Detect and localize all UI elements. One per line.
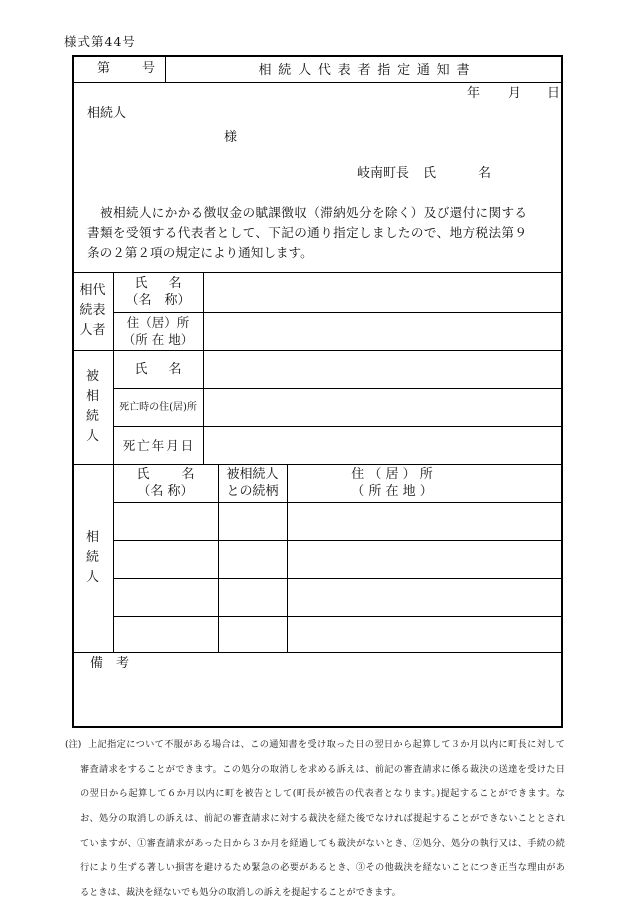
date-month-label: 月	[508, 86, 522, 101]
appeal-notice	[65, 739, 565, 899]
heir-name-cell	[113, 540, 218, 578]
heirs-group-label-char: 相	[85, 530, 99, 545]
deceased-address-label	[113, 388, 203, 426]
heirs-group-label	[72, 464, 113, 652]
heir-address-cell	[287, 616, 563, 652]
addressee-label: 相続人	[87, 106, 127, 121]
heirs-column-header-address	[287, 464, 563, 502]
deceased-name-value	[203, 350, 563, 388]
representative-address-label	[113, 312, 203, 350]
heirs-column-header-line: （ 所 在 地 ）	[351, 484, 433, 499]
representative-address-label-line: 住（居）所	[126, 315, 190, 330]
note-marker: (注)	[65, 739, 82, 750]
note-line	[65, 764, 565, 776]
heir-row	[113, 540, 563, 578]
heir-row	[113, 578, 563, 616]
note-line	[65, 739, 565, 751]
representative-address-label-line: （所 在 地）	[122, 332, 194, 347]
sender-name-label-1: 氏	[423, 166, 437, 181]
note-line	[65, 838, 565, 850]
remarks-section	[72, 652, 563, 728]
note-text: の翌日から起算して６か月以内に町を被告として(町長が被告の代表者となります。)提起することができます。な	[80, 788, 565, 800]
note-text: ていますが、①審査請求があった日から３か月を経過しても裁決がないとき、②処分、処分の執行又は、手続の続	[80, 837, 565, 849]
header-divider-line	[72, 82, 563, 83]
addressee-honorific: 様	[224, 130, 238, 145]
body-line-1: 被相続人にかかる徴収金の賦課徴収（滞納処分を除く）及び還付に関する	[100, 205, 527, 220]
deceased-address-value	[203, 388, 563, 426]
representative-group-label-line: 相代	[79, 283, 106, 298]
note-line	[65, 862, 565, 874]
deceased-group-label-char: 被	[85, 369, 99, 384]
representative-name-label	[113, 272, 203, 312]
heirs-column-header-line: 氏 名	[136, 467, 197, 482]
document-title: 相続人代表者指定通知書	[258, 63, 477, 78]
representative-name-label-line: 氏 名	[134, 276, 186, 291]
heir-relation-cell	[218, 616, 287, 652]
representative-group-label-line: 続表	[79, 303, 106, 318]
heir-relation-cell	[218, 540, 287, 578]
representative-address-value	[203, 312, 563, 350]
deceased-group-label-char: 続	[85, 409, 99, 424]
heirs-column-header-name	[113, 464, 218, 502]
sender-title: 岐南町長	[357, 166, 410, 181]
heir-relation-cell	[218, 502, 287, 540]
representative-name-label-line: （名 称）	[125, 293, 191, 308]
form-number: 様式第44号	[64, 34, 136, 49]
deceased-name-label-text: 氏 名	[134, 361, 186, 377]
note-line	[65, 813, 565, 825]
note-text: 行により生ずる著しい損害を避けるため緊急の必要があるとき、③その他裁決を経ないことにつき正当な理由があ	[80, 862, 565, 874]
heirs-column-header-line: 住 （ 居 ） 所	[351, 467, 433, 482]
note-text: お、処分の取消しの訴えは、前記の審査請求に対する裁決を経た後でなければ提起することができないこととされ	[80, 813, 565, 825]
heirs-column-header-line: （名 称）	[137, 484, 194, 499]
deceased-group-label	[72, 350, 113, 464]
representative-group-label	[72, 272, 113, 350]
heir-name-cell	[113, 502, 218, 540]
date-day-label: 日	[547, 86, 561, 101]
death-date-label	[113, 426, 203, 464]
remarks-label: 備 考	[90, 656, 130, 671]
death-date-label-text: 死亡年月日	[122, 437, 196, 453]
heirs-group-label-char: 人	[85, 570, 99, 585]
document-number-prefix: 第	[97, 61, 111, 76]
heir-address-cell	[287, 502, 563, 540]
heir-row	[113, 502, 563, 540]
heirs-group-label-char: 続	[85, 550, 99, 565]
death-date-value	[203, 426, 563, 464]
document-number-suffix: 号	[142, 61, 156, 76]
note-text: るときは、裁決を経ないでも処分の取消しの訴えを提起することができます。	[80, 887, 401, 899]
heir-address-cell	[287, 578, 563, 616]
representative-name-value	[203, 272, 563, 312]
notification-form	[72, 55, 563, 728]
heir-name-cell	[113, 616, 218, 652]
heirs-column-header-relation	[218, 464, 287, 502]
note-line	[65, 788, 565, 800]
heir-name-cell	[113, 578, 218, 616]
note-text: 上記指定について不服がある場合は、この通知書を受け取った日の翌日から起算して３か月以内に町長に対して	[88, 739, 565, 750]
body-line-2: 書類を受領する代表者として、下記の通り指定しましたので、地方税法第９	[87, 225, 527, 240]
heir-relation-cell	[218, 578, 287, 616]
sender-name-label-2: 名	[478, 166, 492, 181]
note-line	[65, 887, 565, 899]
deceased-name-label	[113, 350, 203, 388]
heir-address-cell	[287, 540, 563, 578]
heirs-column-header-line: との続柄	[226, 484, 279, 499]
date-year-label: 年	[467, 86, 481, 101]
representative-group-label-line: 人者	[79, 323, 106, 338]
heir-row	[113, 616, 563, 652]
deceased-address-label-text: 死亡時の住(居)所	[119, 401, 197, 413]
note-text: 審査請求をすることができます。この処分の取消しを求める訴えは、前記の審査請求に係る裁決の送達を受けた日	[80, 763, 565, 775]
body-line-3: 条の２第２項の規定により通知します。	[87, 245, 313, 260]
heirs-column-header-line: 被相続人	[226, 467, 279, 482]
deceased-group-label-char: 人	[85, 429, 99, 444]
deceased-group-label-char: 相	[85, 389, 99, 404]
